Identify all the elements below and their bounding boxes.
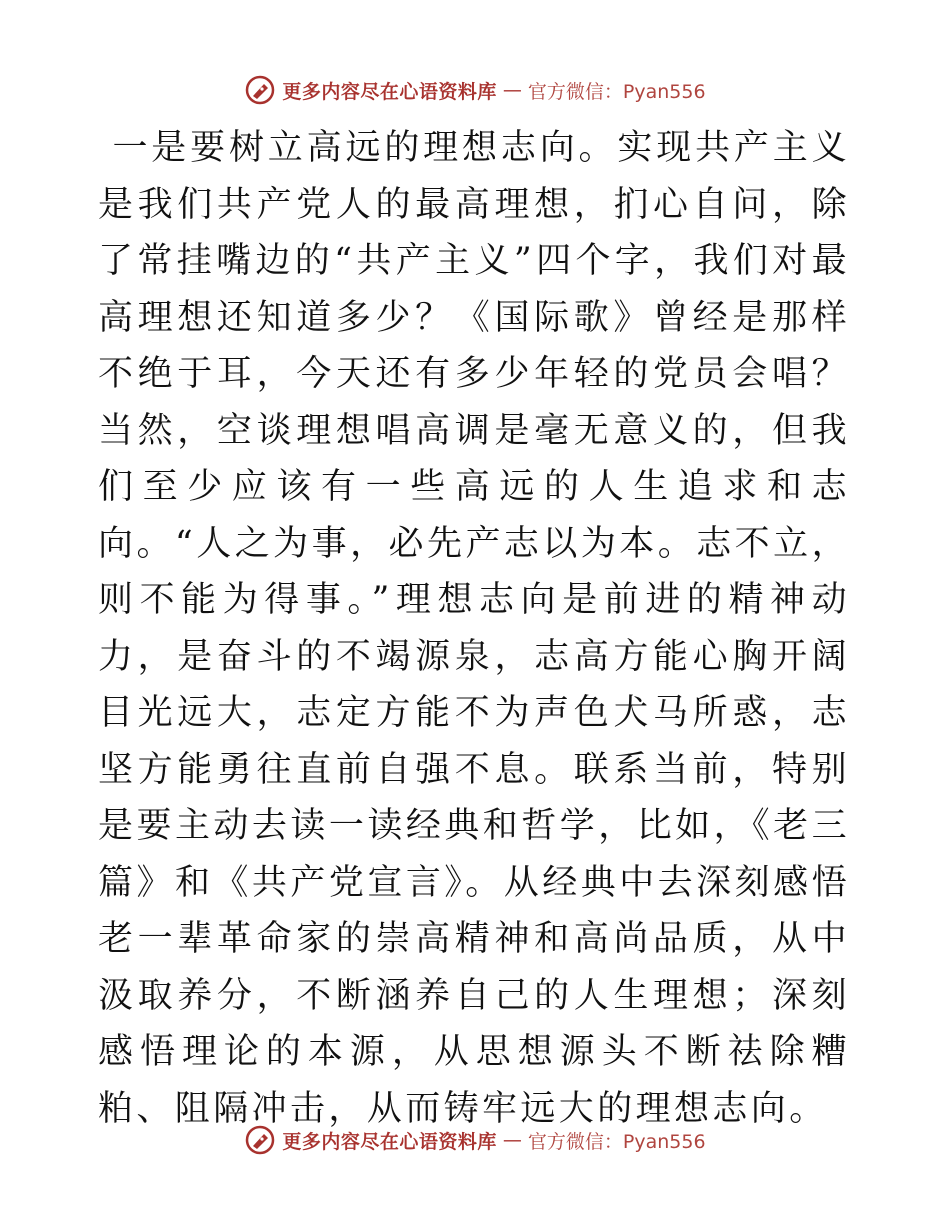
watermark-wechat-text: 官方微信：Pyan556 xyxy=(527,1130,706,1153)
body-paragraph-text: 一是要树立高远的理想志向。实现共产主义是我们共产党人的最高理想，扪心自问，除了常挂嘴边的“共产主义”四个字，我们对最高理想还知道多少？《国际歌》曾经是那样不绝于耳，今天还有多少年轻的党员会唱？当然，空谈理想唱高调是毫无意义的，但我们至少应该有一些高远的人生追求和志向。“人之为事，必先产志以为本。志不立，则不能为得事。”理想志向是前进的精神动力，是奋斗的不竭源泉，志高方能心胸开阔目光远大，志定方能不为声色犬马所惑，志坚方能勇往直前自强不息。联系当前，特别是要主动去读一读经典和哲学，比如，《老三篇》和《共产党宣言》。从经典中去深刻感悟老一辈革命家的崇高精神和高尚品质，从中汲取养分，不断涵养自己的人生理想；深刻感悟理论的本源，从思想源头不断祛除糟粕、阻隔冲击，从而铸牢远大的理想志向。 xyxy=(98,128,850,1129)
watermark-separator: — xyxy=(502,1129,522,1151)
watermark-main-text: 更多内容尽在心语资料库 xyxy=(282,1130,497,1153)
footer-watermark xyxy=(0,1120,950,1160)
watermark-separator: — xyxy=(502,79,522,101)
watermark-wechat-text: 官方微信：Pyan556 xyxy=(527,80,706,103)
header-watermark xyxy=(0,70,950,110)
watermark-main-text: 更多内容尽在心语资料库 xyxy=(282,80,497,103)
body-paragraph xyxy=(98,120,850,1137)
pen-nib-circle-logo-icon xyxy=(244,1124,276,1156)
pen-nib-circle-logo-icon xyxy=(244,74,276,106)
